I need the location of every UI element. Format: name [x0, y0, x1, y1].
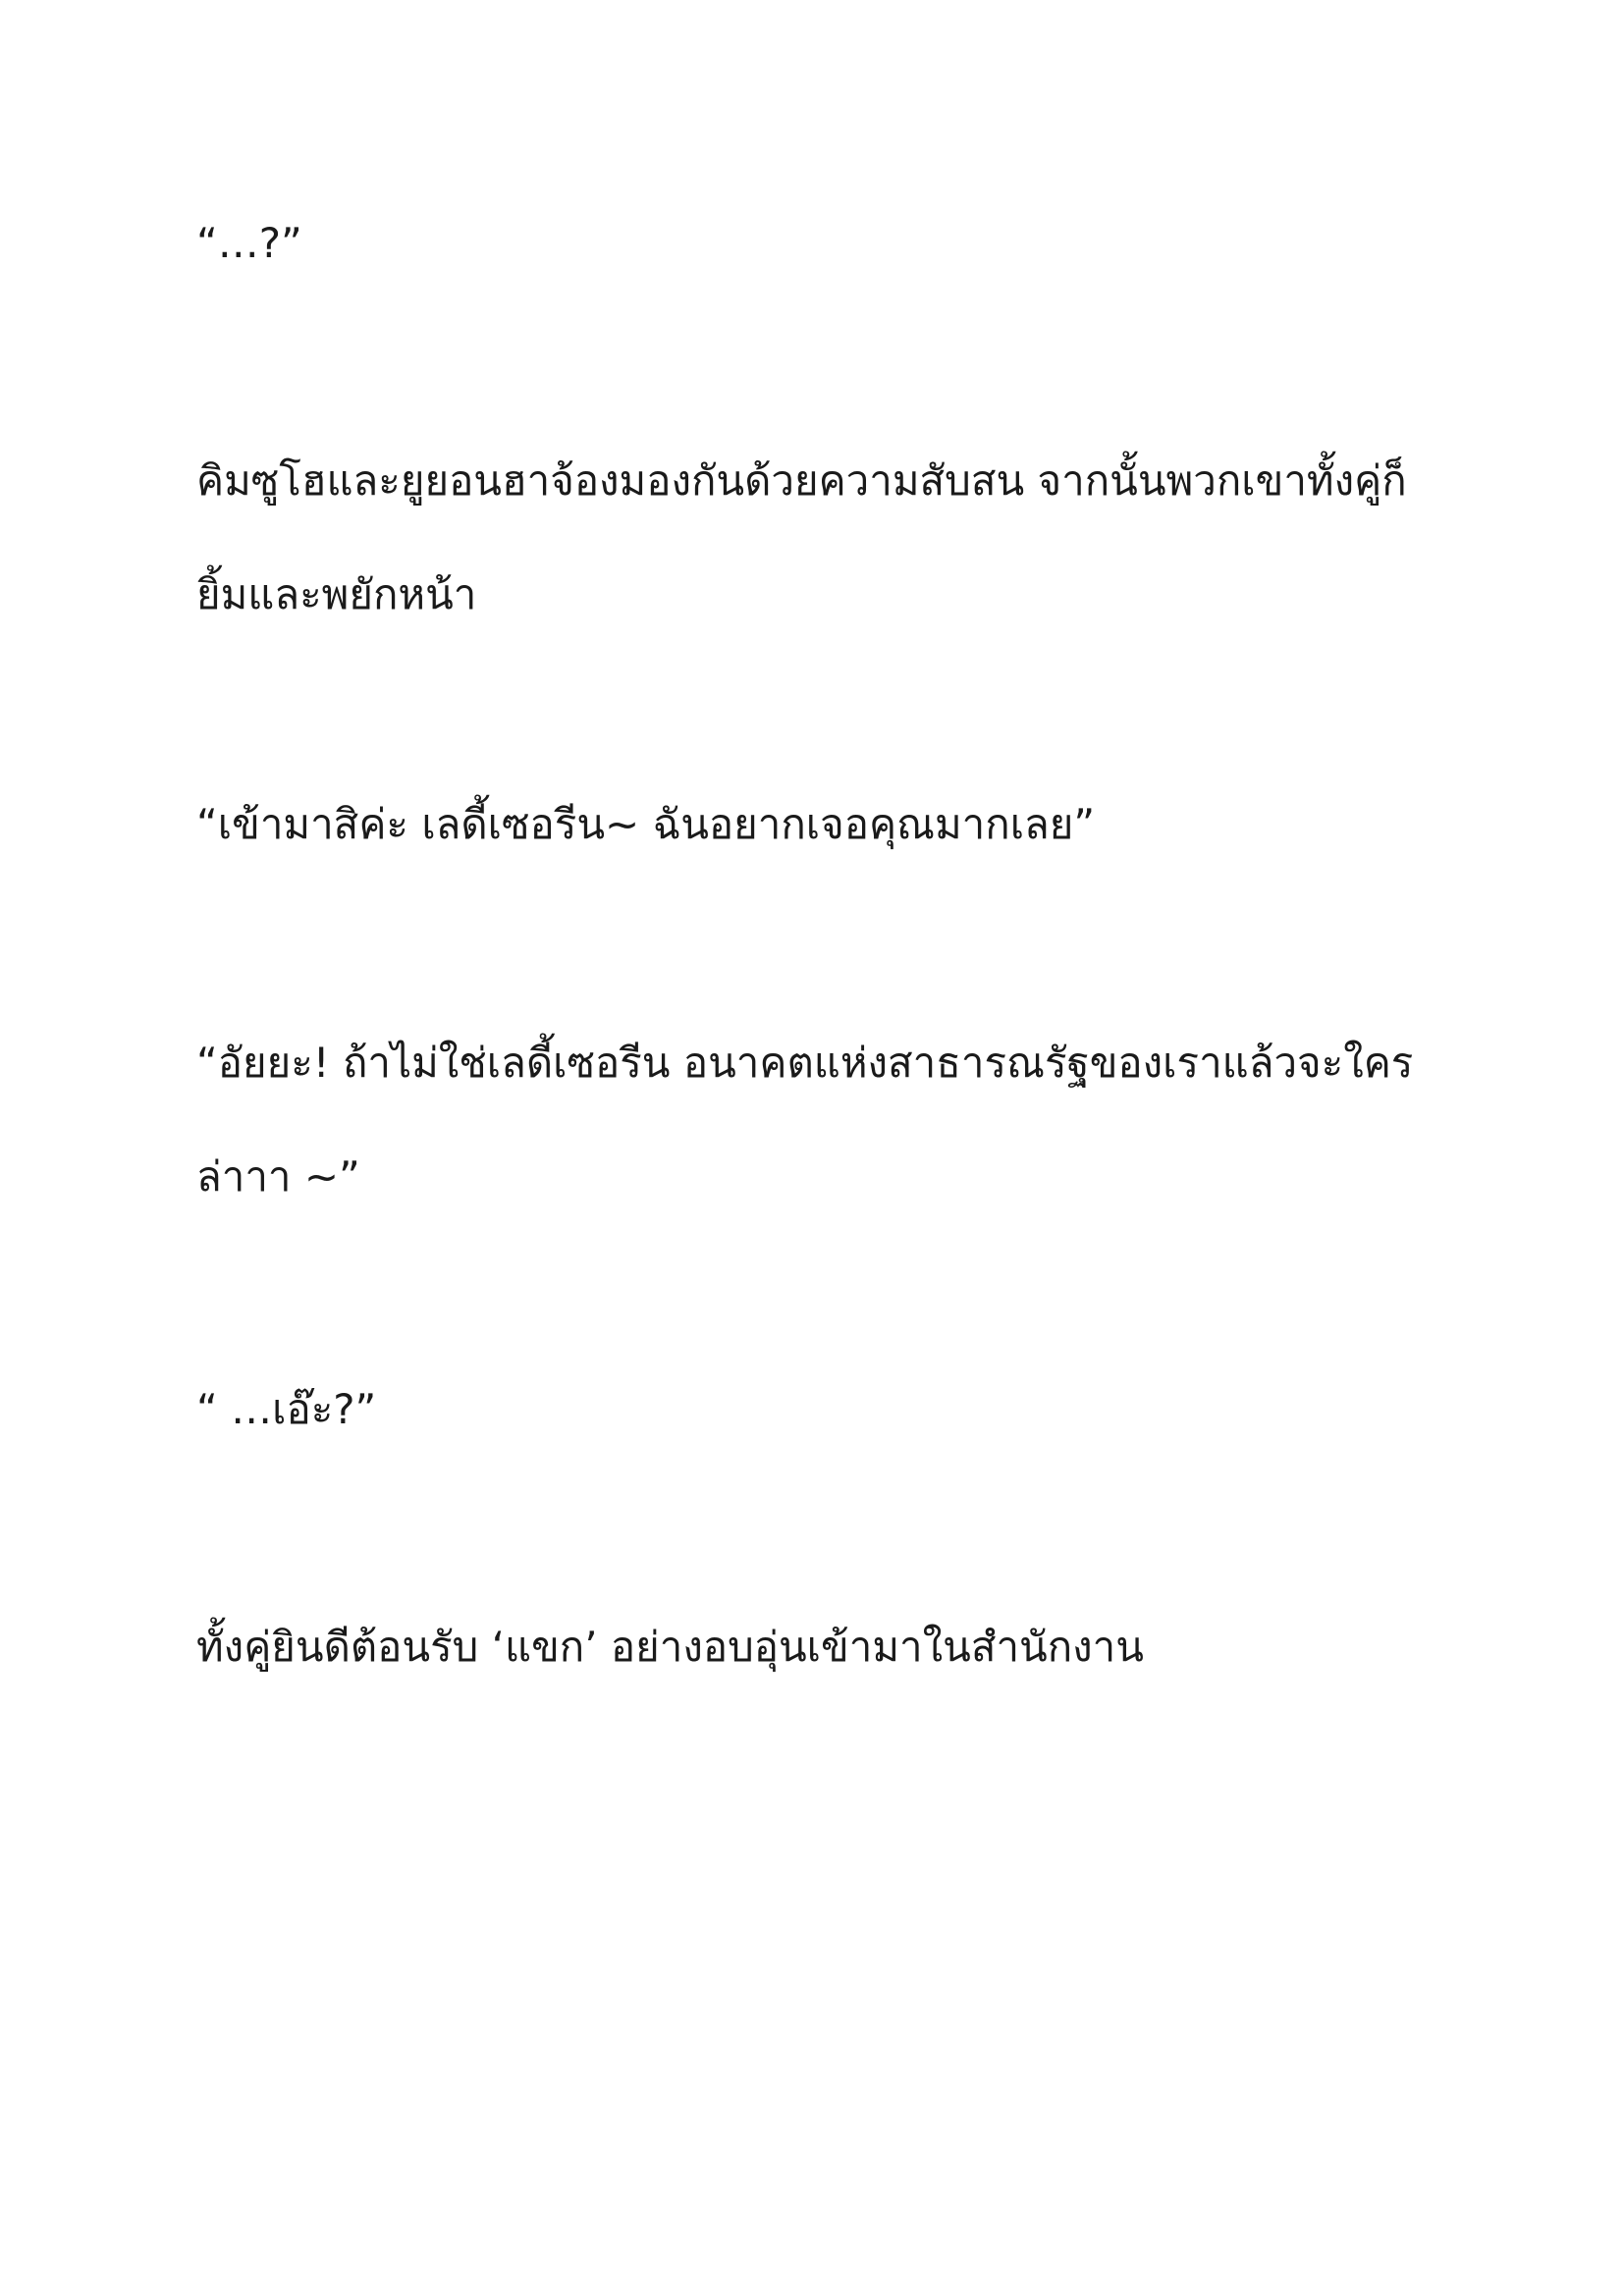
paragraph-1: “…?” — [196, 219, 302, 267]
paragraph-2: คิมซูโฮและยูยอนฮาจ้องมองกันด้วยความสับสน จากนั้นพวกเขาทั้งคู่ก็ยิ้มและพยักหน้า — [196, 456, 1407, 618]
paragraph-6: ทั้งคู่ยินดีต้อนรับ ‘แขก’ อย่างอบอุ่นเข้ามาในสำนักงาน — [196, 1623, 1144, 1671]
paragraph-4: “อัยยะ! ถ้าไม่ใช่เลดี้เซอรีน อนาคตแห่งสาธารณรัฐของเราแล้วจะใครล่าาา ~” — [196, 1039, 1414, 1201]
paragraph-3: “เข้ามาสิค่ะ เลดี้เซอรีน~ ฉันอยากเจอคุณมากเลย” — [196, 800, 1096, 848]
paragraph-5: “ …เอ๊ะ?” — [196, 1385, 377, 1433]
